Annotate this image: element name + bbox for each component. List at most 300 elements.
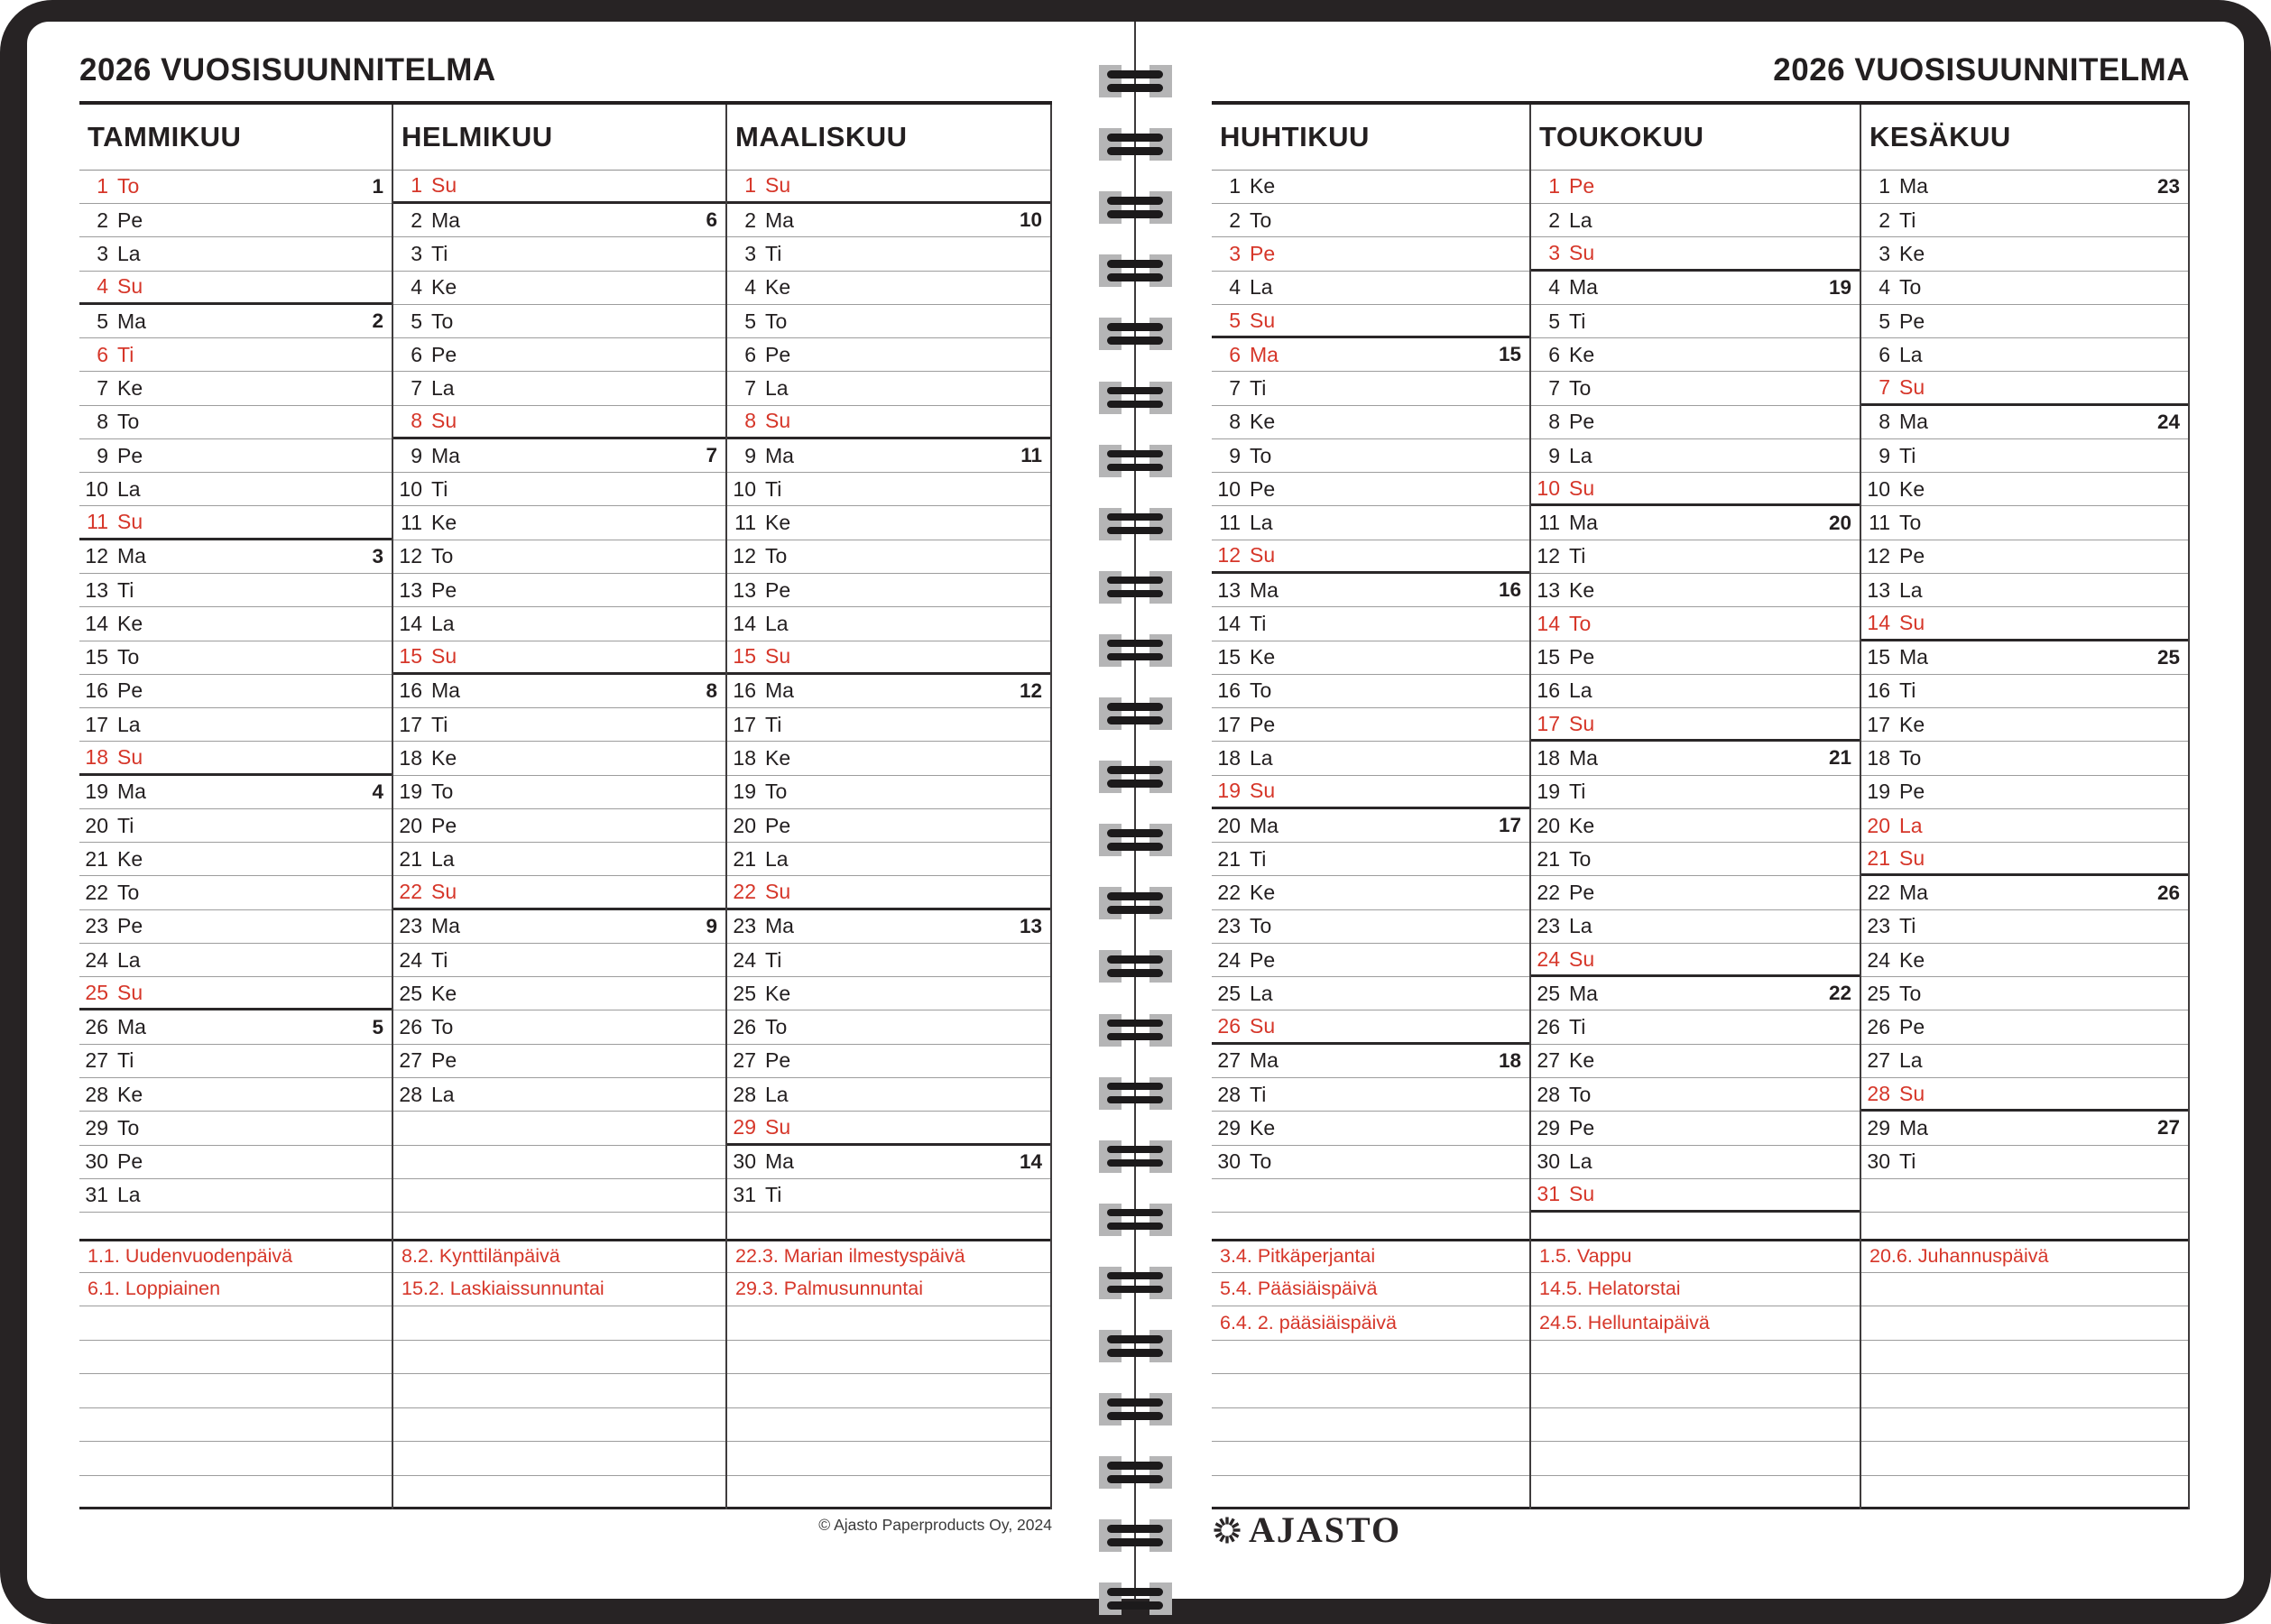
- weekday-label: Pe: [1569, 174, 1595, 198]
- weekday-label: Ke: [1899, 712, 1925, 736]
- day-row-19: [79, 776, 392, 809]
- weekday-label: Ke: [1569, 813, 1595, 837]
- weekday-label: To: [765, 544, 788, 568]
- day-row-7: [393, 372, 725, 405]
- day-number: 2: [744, 208, 756, 232]
- day-number: 29: [85, 1115, 108, 1140]
- weekday-label: To: [431, 1015, 454, 1039]
- weekday-label: Ke: [1899, 476, 1925, 501]
- day-row-3: [727, 237, 1050, 271]
- weekday-label: Ti: [431, 712, 448, 736]
- note-line: [1531, 1442, 1860, 1476]
- day-row-24: [1861, 944, 2188, 977]
- day-row-empty: [393, 1112, 725, 1145]
- day-number: 26: [1537, 1015, 1560, 1039]
- day-row-14: [393, 607, 725, 641]
- day-row-14: [727, 607, 1050, 641]
- grid-gap: [393, 1213, 725, 1239]
- day-row-17: [1531, 708, 1860, 742]
- day-number: 20: [85, 813, 108, 837]
- weekday-label: To: [117, 410, 140, 434]
- day-number: 28: [399, 1082, 422, 1106]
- day-row-27: [79, 1045, 392, 1078]
- weekday-label: Ti: [1250, 611, 1267, 635]
- weekday-label: Ma: [765, 443, 794, 467]
- weekday-label: La: [1250, 511, 1273, 535]
- day-row-1: [393, 171, 725, 204]
- weekday-label: Pe: [117, 914, 143, 938]
- day-number: 30: [733, 1149, 756, 1174]
- weekday-label: Ke: [765, 511, 791, 535]
- day-number: 30: [1867, 1149, 1890, 1174]
- day-number: 29: [1537, 1115, 1560, 1140]
- month-title: TOUKOKUU: [1531, 105, 1860, 171]
- day-number: 30: [85, 1149, 108, 1174]
- day-row-15: [1861, 641, 2188, 675]
- binding-wire: [1107, 829, 1163, 837]
- day-row-7: [1861, 372, 2188, 405]
- day-row-4: [727, 272, 1050, 305]
- day-number: 13: [399, 577, 422, 602]
- binding-wire: [1107, 323, 1163, 331]
- day-number: 23: [399, 914, 422, 938]
- weekday-label: Su: [1569, 475, 1595, 500]
- binding-wire: [1107, 513, 1163, 521]
- weekday-label: Ke: [431, 981, 457, 1005]
- binding-loop: [1092, 1204, 1178, 1236]
- day-row-18: [1861, 742, 2188, 775]
- binding-wire: [1107, 450, 1163, 458]
- weekday-label: Pe: [1899, 1015, 1925, 1039]
- weekday-label: Pe: [765, 1048, 791, 1073]
- weekday-label: Su: [1899, 610, 1925, 634]
- day-row-24: [1212, 944, 1529, 977]
- day-row-12: [1212, 540, 1529, 574]
- weekday-label: Ti: [117, 577, 134, 602]
- weekday-label: Ti: [1250, 376, 1267, 401]
- day-row-22: [393, 876, 725, 909]
- day-row-7: [727, 372, 1050, 405]
- note-line: [1861, 1408, 2188, 1443]
- day-row-7: [1212, 372, 1529, 405]
- binding-wire: [1107, 1286, 1163, 1294]
- weekday-label: Pe: [1250, 947, 1276, 972]
- day-number: 9: [411, 443, 422, 467]
- day-row-8: [1212, 406, 1529, 439]
- weekday-label: La: [1250, 275, 1273, 300]
- day-row-5: [393, 305, 725, 338]
- day-number: 1: [1879, 174, 1890, 198]
- day-number: 11: [734, 511, 756, 535]
- day-number: 20: [1867, 813, 1890, 837]
- weekday-label: Su: [1569, 240, 1595, 264]
- day-row-7: [1531, 372, 1860, 405]
- day-number: 20: [1217, 813, 1241, 837]
- month-title: KESÄKUU: [1861, 105, 2188, 171]
- day-number: 13: [733, 577, 756, 602]
- day-number: 19: [399, 780, 422, 804]
- day-number: 12: [399, 544, 422, 568]
- binding-wire: [1107, 84, 1163, 92]
- weekday-label: Su: [117, 980, 143, 1004]
- day-row-18: [79, 742, 392, 775]
- day-number: 7: [1548, 376, 1560, 401]
- binding-wire: [1107, 337, 1163, 345]
- binding-loop: [1092, 382, 1178, 414]
- week-number: 25: [2156, 645, 2180, 669]
- day-row-21: [727, 843, 1050, 876]
- day-row-11: [1212, 506, 1529, 540]
- weekday-label: Ke: [1569, 1048, 1595, 1073]
- holiday-note: 15.2. Laskiaissunnuntai: [393, 1273, 725, 1307]
- binding-loop: [1092, 571, 1178, 604]
- day-number: 6: [1548, 342, 1560, 366]
- binding-wire: [1107, 843, 1163, 851]
- day-number: 2: [1879, 208, 1890, 232]
- weekday-label: Su: [765, 409, 791, 433]
- day-number: 4: [411, 275, 422, 300]
- day-row-12: [79, 540, 392, 574]
- weekday-label: Ke: [1569, 577, 1595, 602]
- day-number: 30: [1217, 1149, 1241, 1174]
- binding-wire: [1107, 1335, 1163, 1343]
- day-number: 7: [1229, 376, 1241, 401]
- day-row-8: [1861, 406, 2188, 439]
- day-row-12: [1861, 540, 2188, 574]
- day-row-21: [393, 843, 725, 876]
- day-number: 15: [1537, 645, 1560, 669]
- day-number: 27: [399, 1048, 422, 1073]
- day-number: 9: [1879, 443, 1890, 467]
- week-number: 7: [706, 444, 717, 467]
- day-number: 8: [97, 410, 108, 434]
- weekday-label: La: [1899, 342, 1923, 366]
- day-number: 20: [399, 813, 422, 837]
- day-row-23: [1861, 910, 2188, 944]
- day-row-31: [1531, 1179, 1860, 1213]
- binding-loop: [1092, 1140, 1178, 1173]
- weekday-label: La: [765, 376, 789, 401]
- weekday-label: Su: [1569, 711, 1595, 735]
- day-number: 1: [411, 173, 422, 198]
- weekday-label: Su: [1250, 779, 1276, 803]
- weekday-label: To: [1250, 1149, 1272, 1174]
- binding-loop: [1092, 887, 1178, 919]
- day-number: 15: [399, 644, 422, 669]
- day-row-26: [393, 1010, 725, 1044]
- day-number: 3: [1548, 240, 1560, 264]
- weekday-label: Ti: [1569, 780, 1586, 804]
- day-number: 9: [1229, 443, 1241, 467]
- day-row-16: [1212, 675, 1529, 708]
- day-number: 19: [1217, 779, 1241, 803]
- day-row-29: [79, 1112, 392, 1145]
- weekday-label: Su: [117, 510, 143, 534]
- day-row-19: [1212, 776, 1529, 809]
- day-row-12: [1531, 540, 1860, 574]
- binding-wire: [1107, 197, 1163, 205]
- day-row-19: [393, 776, 725, 809]
- day-number: 24: [1867, 947, 1890, 972]
- day-number: 17: [399, 712, 422, 736]
- weekday-label: Ma: [1569, 981, 1598, 1005]
- day-row-3: [393, 237, 725, 271]
- binding-wire: [1107, 1398, 1163, 1407]
- weekday-label: La: [431, 376, 455, 401]
- weekday-label: Su: [765, 173, 791, 198]
- weekday-label: To: [117, 1115, 140, 1140]
- day-number: 20: [1537, 813, 1560, 837]
- holiday-note: 6.4. 2. pääsiäispäivä: [1212, 1306, 1529, 1341]
- day-number: 21: [733, 846, 756, 871]
- holiday-note: 14.5. Helatorstai: [1531, 1273, 1860, 1307]
- day-row-30: [727, 1146, 1050, 1179]
- binding-wire: [1107, 527, 1163, 535]
- day-row-10: [393, 473, 725, 506]
- note-line: [1212, 1408, 1529, 1443]
- note-line: [79, 1306, 392, 1341]
- day-row-9: [1212, 439, 1529, 473]
- day-row-20: [727, 809, 1050, 843]
- weekday-label: La: [117, 476, 141, 501]
- day-number: 19: [1867, 780, 1890, 804]
- day-number: 1: [1548, 174, 1560, 198]
- day-row-1: [79, 171, 392, 204]
- note-line: [393, 1306, 725, 1341]
- day-number: 11: [87, 510, 108, 534]
- day-number: 10: [1537, 475, 1560, 500]
- weekday-label: Su: [1250, 1014, 1276, 1038]
- day-number: 10: [1217, 476, 1241, 501]
- day-row-27: [1212, 1045, 1529, 1078]
- binding-pad: [1099, 1077, 1122, 1110]
- day-number: 27: [1217, 1048, 1241, 1073]
- day-number: 25: [733, 981, 756, 1005]
- month-title: MAALISKUU: [727, 105, 1050, 171]
- day-row-15: [79, 641, 392, 675]
- binding-wire: [1107, 134, 1163, 142]
- weekday-label: La: [1569, 678, 1592, 703]
- day-row-21: [1861, 843, 2188, 876]
- day-number: 26: [399, 1015, 422, 1039]
- weekday-label: Ke: [1569, 342, 1595, 366]
- day-row-6: [727, 338, 1050, 372]
- day-number: 24: [399, 947, 422, 972]
- binding-loop: [1092, 634, 1178, 667]
- week-number: 27: [2156, 1116, 2180, 1140]
- weekday-label: La: [1250, 745, 1273, 770]
- day-number: 25: [399, 981, 422, 1005]
- binding-wire: [1107, 1020, 1163, 1028]
- day-row-22: [727, 876, 1050, 909]
- binding-pad: [1099, 1014, 1122, 1047]
- holiday-note: 1.1. Uudenvuodenpäivä: [79, 1239, 392, 1273]
- day-row-24: [727, 944, 1050, 977]
- day-row-22: [1531, 876, 1860, 909]
- weekday-label: Ti: [1899, 443, 1916, 467]
- day-number: 26: [85, 1015, 108, 1039]
- day-row-20: [1861, 809, 2188, 843]
- day-number: 19: [85, 780, 108, 804]
- day-row-6: [1212, 338, 1529, 372]
- weekday-label: Su: [1899, 845, 1925, 870]
- day-row-17: [1212, 708, 1529, 742]
- day-number: 21: [85, 846, 108, 871]
- weekday-label: To: [117, 645, 140, 669]
- day-row-28: [79, 1078, 392, 1112]
- day-number: 31: [1537, 1182, 1560, 1206]
- weekday-label: Ti: [1899, 208, 1916, 232]
- weekday-label: Pe: [431, 342, 457, 366]
- weekday-label: Ma: [117, 780, 146, 804]
- binding-wire: [1107, 260, 1163, 268]
- day-row-27: [1531, 1045, 1860, 1078]
- weekday-label: Ti: [765, 476, 782, 501]
- binding-wire: [1107, 70, 1163, 78]
- weekday-label: To: [1569, 1082, 1592, 1106]
- weekday-label: Pe: [117, 443, 143, 467]
- weekday-label: Ti: [765, 712, 782, 736]
- weekday-label: Ma: [1250, 577, 1279, 602]
- weekday-label: Su: [765, 644, 791, 669]
- day-row-2: [1212, 204, 1529, 237]
- day-number: 15: [85, 645, 108, 669]
- day-row-9: [393, 439, 725, 473]
- weekday-label: Ke: [1250, 881, 1276, 905]
- day-row-18: [1212, 742, 1529, 775]
- day-row-31: [727, 1179, 1050, 1213]
- binding-loop: [1092, 508, 1178, 540]
- holiday-note: 29.3. Palmusunnuntai: [727, 1273, 1050, 1307]
- binding-wire: [1107, 1462, 1163, 1470]
- day-number: 12: [1867, 544, 1890, 568]
- grid-gap: [727, 1213, 1050, 1239]
- weekday-label: Ti: [765, 1183, 782, 1207]
- day-number: 28: [1537, 1082, 1560, 1106]
- weekday-label: Pe: [1569, 645, 1595, 669]
- day-row-23: [1531, 910, 1860, 944]
- weekday-label: Su: [1250, 308, 1276, 332]
- day-row-14: [1861, 607, 2188, 641]
- day-number: 12: [85, 544, 108, 568]
- weekday-label: Pe: [1899, 780, 1925, 804]
- day-row-4: [1861, 272, 2188, 305]
- day-number: 23: [1217, 914, 1241, 938]
- weekday-label: To: [1250, 914, 1272, 938]
- weekday-label: Ke: [1899, 241, 1925, 265]
- day-row-6: [393, 338, 725, 372]
- day-number: 27: [733, 1048, 756, 1073]
- day-number: 14: [1217, 611, 1241, 635]
- week-number: 5: [372, 1015, 383, 1038]
- binding-loop: [1092, 824, 1178, 856]
- binding-pad: [1099, 445, 1122, 477]
- day-row-29: [1212, 1112, 1529, 1145]
- weekday-label: Ti: [117, 813, 134, 837]
- weekday-label: Ke: [117, 376, 143, 401]
- day-row-8: [393, 406, 725, 439]
- weekday-label: To: [765, 309, 788, 333]
- weekday-label: Su: [431, 409, 457, 433]
- grid-gap: [1531, 1213, 1860, 1239]
- week-number: 3: [372, 544, 383, 567]
- binding-loop: [1092, 445, 1178, 477]
- day-row-empty: [393, 1146, 725, 1179]
- note-line: [1861, 1476, 2188, 1510]
- day-row-29: [1531, 1112, 1860, 1145]
- weekday-label: La: [1569, 1149, 1592, 1174]
- weekday-label: Ke: [1250, 645, 1276, 669]
- weekday-label: Ti: [431, 476, 448, 501]
- weekday-label: Pe: [1250, 241, 1276, 265]
- day-row-2: [393, 204, 725, 237]
- binding-wire: [1107, 892, 1163, 900]
- weekday-label: Ma: [431, 443, 460, 467]
- binding-loop: [1092, 1393, 1178, 1426]
- day-number: 4: [97, 274, 108, 299]
- day-row-11: [1861, 506, 2188, 540]
- note-line: [79, 1408, 392, 1443]
- day-number: 15: [733, 644, 756, 669]
- day-row-26: [79, 1010, 392, 1044]
- weekday-label: Ti: [431, 241, 448, 265]
- day-number: 3: [97, 241, 108, 265]
- week-number: 12: [1019, 678, 1042, 702]
- day-row-10: [79, 473, 392, 506]
- day-row-20: [393, 809, 725, 843]
- weekday-label: Ma: [1569, 511, 1598, 535]
- day-number: 24: [1217, 947, 1241, 972]
- weekday-label: Pe: [1899, 309, 1925, 333]
- day-number: 24: [85, 947, 108, 972]
- week-number: 22: [1828, 982, 1851, 1005]
- day-row-6: [79, 338, 392, 372]
- day-row-2: [1531, 204, 1860, 237]
- day-number: 12: [733, 544, 756, 568]
- weekday-label: La: [431, 846, 455, 871]
- week-number: 15: [1498, 343, 1521, 366]
- binding-wire: [1107, 640, 1163, 648]
- day-number: 14: [85, 611, 108, 635]
- day-row-6: [1861, 338, 2188, 372]
- binding-wire: [1107, 969, 1163, 977]
- day-number: 21: [1217, 846, 1241, 871]
- right-page-month-grid: [1212, 101, 2190, 1509]
- binding-loop: [1092, 1582, 1178, 1615]
- weekday-label: La: [1569, 443, 1592, 467]
- month-column-tammikuu: [79, 105, 393, 1509]
- holiday-note: 24.5. Helluntaipäivä: [1531, 1306, 1860, 1341]
- week-number: 13: [1019, 914, 1042, 937]
- grid-gap: [79, 1213, 392, 1239]
- binding-wire: [1107, 1475, 1163, 1483]
- weekday-label: To: [1569, 846, 1592, 871]
- binding-wire: [1107, 210, 1163, 218]
- day-number: 13: [1867, 577, 1890, 602]
- day-number: 3: [1229, 241, 1241, 265]
- weekday-label: Ke: [1250, 1115, 1276, 1140]
- day-row-7: [79, 372, 392, 405]
- weekday-label: Ti: [431, 947, 448, 972]
- weekday-label: To: [1569, 611, 1592, 635]
- weekday-label: Ma: [765, 208, 794, 232]
- binding-wire: [1107, 906, 1163, 914]
- day-row-26: [727, 1010, 1050, 1044]
- day-number: 17: [733, 712, 756, 736]
- weekday-label: La: [117, 712, 141, 736]
- day-number: 16: [1537, 678, 1560, 703]
- day-number: 18: [399, 745, 422, 770]
